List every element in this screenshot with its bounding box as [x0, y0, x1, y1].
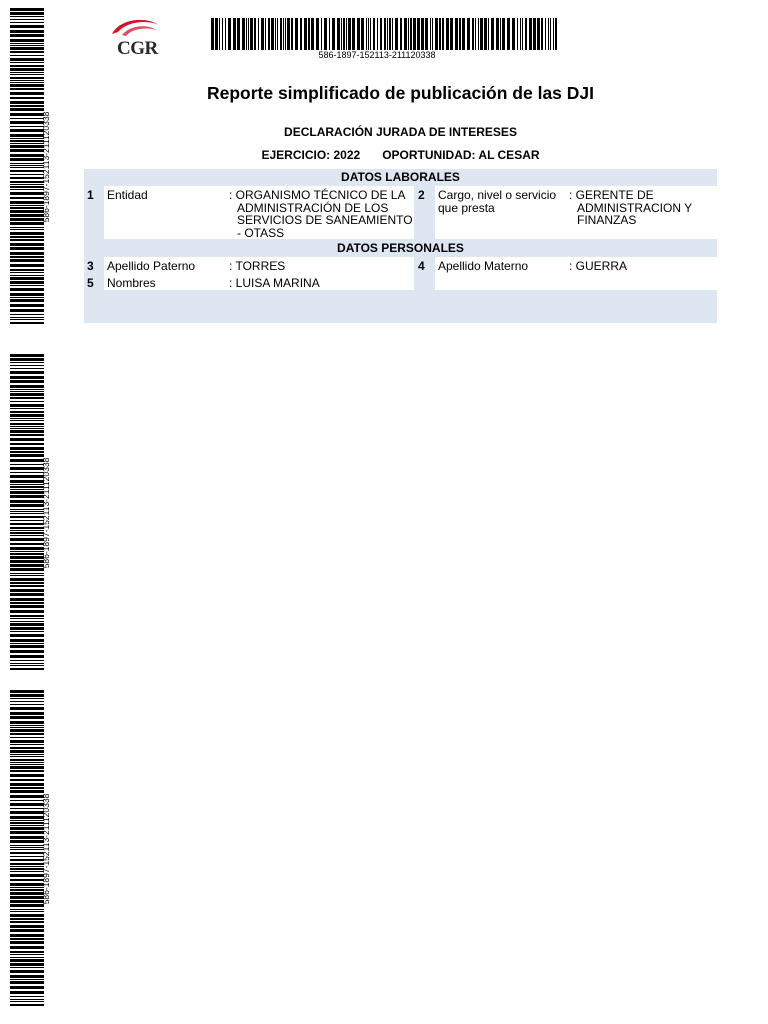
field-value-cargo: : GERENTE DE ADMINISTRACION Y FINANZAS	[569, 188, 692, 228]
cgr-logo	[108, 16, 168, 60]
side-barcode-2	[10, 354, 51, 672]
field-label-nombres: Nombres	[107, 276, 156, 290]
field-number: 1	[87, 188, 94, 202]
section-header-datos-laborales: DATOS LABORALES	[84, 169, 717, 186]
table-footer-band	[84, 290, 717, 323]
document-subtitle: DECLARACIÓN JURADA DE INTERESES	[284, 125, 517, 139]
field-value-apellido-paterno: : TORRES	[229, 259, 286, 273]
barcode-number: 586-1897-152113-211120338	[41, 457, 51, 569]
barcode-number: 586-1897-152113-211120338	[41, 793, 51, 905]
field-value-apellido-materno: : GUERRA	[569, 259, 628, 273]
logo-text: CGR	[117, 38, 158, 59]
ejercicio: EJERCICIO: 2022	[261, 148, 361, 162]
barcode-number: 586-1897-152113-211120338	[41, 111, 51, 223]
section-header-datos-personales: DATOS PERSONALES	[84, 240, 717, 257]
top-barcode-icon	[211, 18, 557, 50]
field-number: 5	[87, 276, 94, 290]
oportunidad: OPORTUNIDAD: AL CESAR	[382, 148, 540, 162]
barcode-bars-icon	[10, 354, 44, 672]
field-label-cargo: Cargo, nivel o servicio que presta	[438, 188, 557, 215]
field-label-apellido-paterno: Apellido Paterno	[107, 259, 196, 273]
field-number: 4	[418, 259, 425, 273]
field-number: 2	[418, 188, 425, 202]
meta-line	[84, 148, 717, 162]
field-value-entidad: : ORGANISMO TÉCNICO DE LA ADMINISTRACIÓN DE LOS SERVICIOS DE SANEAMIENTO - OTASS	[229, 188, 413, 240]
side-barcode-1	[10, 8, 51, 326]
barcode-bars-icon	[10, 690, 44, 1008]
field-number: 3	[87, 259, 94, 273]
page-title: Reporte simplificado de publicación de las DJI	[206, 83, 595, 103]
field-label-entidad: Entidad	[107, 188, 148, 202]
field-value-nombres: : LUISA MARINA	[229, 276, 320, 290]
top-barcode-number: 586-1897-152113-211120338	[318, 50, 436, 60]
side-barcode-3	[10, 690, 51, 1008]
barcode-bars-icon	[10, 8, 44, 326]
field-label-apellido-materno: Apellido Materno	[438, 259, 529, 273]
